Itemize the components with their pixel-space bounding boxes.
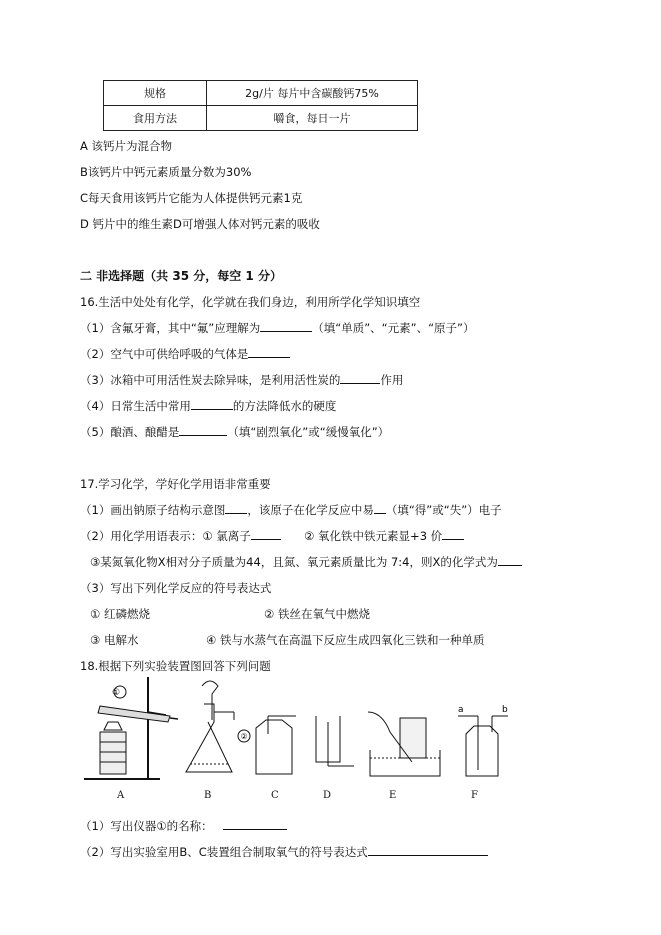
answer-blank[interactable] — [498, 554, 522, 566]
q18-stem: 18.根据下列实验装置图回答下列问题 — [80, 659, 271, 673]
mark-2: ② — [240, 732, 248, 741]
answer-blank[interactable] — [225, 502, 247, 514]
figure-label-a: A — [117, 790, 125, 801]
option-c: C每天食用该钙片它能为人体提供钙元素1克 — [80, 191, 303, 205]
q17-reaction-4: ④ 铁与水蒸气在高温下反应生成四氧化三铁和一种单质 — [206, 633, 485, 647]
figure-label-f: F — [471, 790, 478, 801]
q18-item-1-text: （1）写出仪器①的名称： — [80, 819, 213, 833]
q16-item-5-hint: （填“剧烈氧化”或“缓慢氧化”） — [227, 425, 390, 439]
q18-item-2 — [80, 844, 488, 860]
q17-item-1-mid: ，该原子在化学反应中易 — [247, 503, 374, 517]
apparatus-d — [316, 716, 354, 766]
q16-item-5-text: （5）酿酒、酿醋是 — [80, 425, 180, 439]
q16-item-1 — [80, 320, 474, 336]
figure-label-e: E — [389, 790, 397, 801]
option-b: B该钙片中钙元素质量分数为30% — [80, 165, 252, 179]
q16-stem: 16.生活中处处有化学，化学就在我们身边，利用所学化学知识填空 — [80, 295, 421, 309]
q16-item-4-text: （4）日常生活中常用 — [80, 399, 191, 413]
port-b-label: b — [502, 705, 508, 715]
section-title: 二 非选择题（共 35 分，每空 1 分） — [80, 269, 282, 283]
q17-stem: 17.学习化学，学好化学用语非常重要 — [80, 477, 271, 491]
q17-item-1-text: （1）画出钠原子结构示意图 — [80, 503, 226, 517]
option-a: A 该钙片为混合物 — [80, 139, 173, 153]
apparatus-a — [84, 677, 178, 779]
q16-item-4-tail: 的方法降低水的硬度 — [232, 399, 337, 413]
q17-item-1-hint: （填“得”或“失”）电子 — [385, 503, 502, 517]
q17-item-1 — [80, 502, 502, 518]
q17-reaction-1: ① 红磷燃烧 — [90, 607, 150, 621]
answer-blank[interactable] — [251, 528, 281, 540]
q17-item-4: （3）写出下列化学反应的符号表达式 — [80, 581, 272, 595]
q16-item-2 — [80, 346, 290, 362]
q17-item-2-text: （2）用化学用语表示：① 氯离子 — [80, 529, 251, 543]
apparatus-c — [238, 716, 296, 774]
table-value: 2g/片 每片中含碳酸钙75% — [207, 81, 418, 106]
apparatus-f — [458, 716, 508, 776]
apparatus-figure — [78, 672, 518, 786]
answer-blank[interactable] — [442, 528, 464, 540]
q17-item-3 — [90, 554, 522, 570]
q16-item-1-hint: （填“单质”、“元素”、“原子”） — [312, 321, 475, 335]
q16-item-3-tail: 作用 — [380, 373, 404, 387]
table-row — [104, 106, 418, 131]
q16-item-2-text: （2）空气中可供给呼吸的气体是 — [80, 347, 249, 361]
q18-item-1 — [80, 818, 287, 834]
table-key: 规格 — [104, 81, 207, 106]
apparatus-e — [368, 712, 440, 776]
q16-item-4 — [80, 398, 336, 414]
q17-item-2 — [80, 528, 464, 544]
apparatus-b — [186, 681, 234, 772]
answer-blank[interactable] — [191, 398, 233, 410]
q16-item-3 — [80, 372, 403, 388]
q17-item-2-tail: ② 氧化铁中铁元素显+3 价 — [304, 529, 443, 543]
table-key: 食用方法 — [104, 106, 207, 131]
answer-blank[interactable] — [374, 502, 386, 514]
figure-label-d: D — [323, 790, 332, 801]
answer-blank[interactable] — [248, 346, 290, 358]
q18-item-2-text: （2）写出实验室用B、C装置组合制取氧气的符号表达式 — [80, 845, 368, 859]
q16-item-1-text: （1）含氟牙膏，其中“氟”应理解为 — [80, 321, 261, 335]
table-value: 嚼食，每日一片 — [207, 106, 418, 131]
spec-table — [103, 80, 418, 131]
q17-item-3-text: ③某氮氧化物X相对分子质量为44，且氮、氧元素质量比为 7:4，则X的化学式为 — [90, 555, 498, 569]
port-a-label: a — [458, 705, 464, 715]
q17-reaction-2: ② 铁丝在氧气中燃烧 — [264, 607, 370, 621]
option-d: D 钙片中的维生素D可增强人体对钙元素的吸收 — [80, 217, 320, 231]
answer-blank[interactable] — [179, 424, 227, 436]
q16-item-3-text: （3）冰箱中可用活性炭去除异味，是利用活性炭的 — [80, 373, 341, 387]
figure-label-b: B — [204, 790, 212, 801]
q17-reaction-3: ③ 电解水 — [90, 633, 139, 647]
table-row — [104, 81, 418, 106]
answer-blank[interactable] — [223, 818, 287, 830]
answer-blank[interactable] — [340, 372, 380, 384]
figure-label-c: C — [271, 790, 279, 801]
answer-blank[interactable] — [260, 320, 312, 332]
mark-1: ① — [111, 688, 121, 698]
q16-item-5 — [80, 424, 389, 440]
answer-blank[interactable] — [368, 844, 488, 856]
